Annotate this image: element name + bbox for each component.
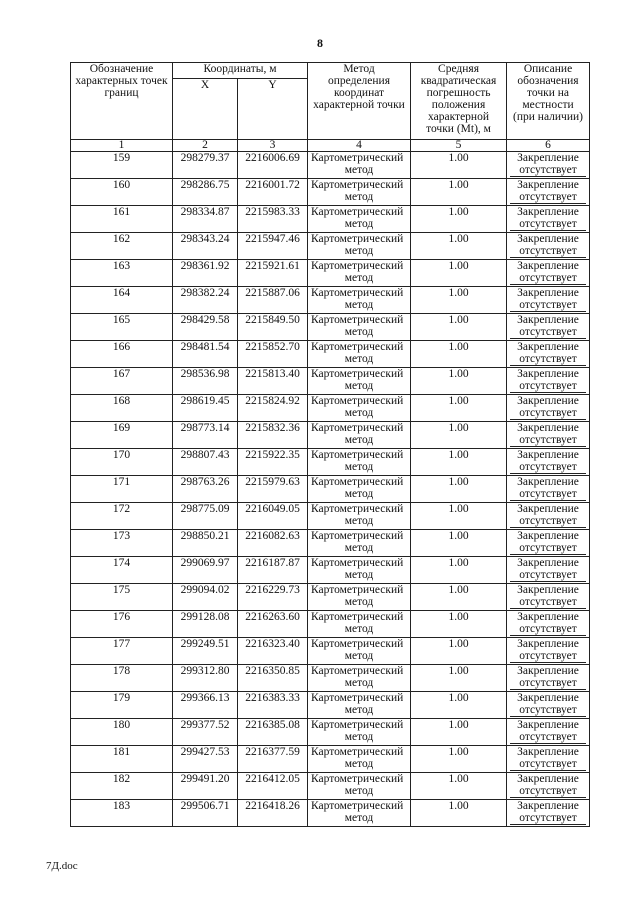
point-id: 167 xyxy=(71,368,173,395)
description-line-2: отсутствует xyxy=(510,353,586,366)
column-number: 2 xyxy=(173,140,238,152)
description-cell xyxy=(507,665,590,692)
coord-y: 2216377.59 xyxy=(238,746,308,773)
column-number: 1 xyxy=(71,140,173,152)
description-cell xyxy=(507,773,590,800)
coord-x: 298763.26 xyxy=(173,476,238,503)
description-line-1: Закрепление xyxy=(517,800,579,812)
mean-error: 1.00 xyxy=(411,692,507,719)
method-line-2: метод xyxy=(344,731,374,743)
mean-error: 1.00 xyxy=(411,773,507,800)
table-row xyxy=(71,152,590,179)
coord-y: 2215983.33 xyxy=(238,206,308,233)
coord-x: 299312.80 xyxy=(173,665,238,692)
description-line-2: отсутствует xyxy=(510,758,586,771)
mean-error: 1.00 xyxy=(411,800,507,827)
coord-y: 2216187.87 xyxy=(238,557,308,584)
mean-error: 1.00 xyxy=(411,179,507,206)
coord-y: 2216350.85 xyxy=(238,665,308,692)
table-row xyxy=(71,287,590,314)
method-line-2: метод xyxy=(344,542,374,554)
description-cell xyxy=(507,611,590,638)
method-line-2: метод xyxy=(344,461,374,473)
coord-x: 298343.24 xyxy=(173,233,238,260)
description-line-1: Закрепление xyxy=(517,665,579,677)
description-line-1: Закрепление xyxy=(517,233,579,245)
description-line-1: Закрепление xyxy=(517,449,579,461)
description-line-2: отсутствует xyxy=(510,596,586,609)
point-id: 179 xyxy=(71,692,173,719)
table-row xyxy=(71,449,590,476)
method-line-2: метод xyxy=(344,650,374,662)
point-id: 161 xyxy=(71,206,173,233)
coord-x: 298382.24 xyxy=(173,287,238,314)
description-line-1: Закрепление xyxy=(517,395,579,407)
point-id: 162 xyxy=(71,233,173,260)
coord-y: 2215979.63 xyxy=(238,476,308,503)
description-line-1: Закрепление xyxy=(517,746,579,758)
table-row xyxy=(71,422,590,449)
method-cell xyxy=(308,665,411,692)
table-row xyxy=(71,530,590,557)
header-description: Описание обозначения точки на местности (при наличии) xyxy=(507,63,590,140)
point-id: 181 xyxy=(71,746,173,773)
method-cell xyxy=(308,341,411,368)
coord-x: 299249.51 xyxy=(173,638,238,665)
description-line-2: отсутствует xyxy=(510,677,586,690)
method-cell xyxy=(308,773,411,800)
method-line-1: Картометрический xyxy=(311,530,404,542)
point-id: 159 xyxy=(71,152,173,179)
coord-x: 298773.14 xyxy=(173,422,238,449)
description-line-1: Закрепление xyxy=(517,260,579,272)
coord-y: 2215922.35 xyxy=(238,449,308,476)
description-line-1: Закрепление xyxy=(517,530,579,542)
description-cell xyxy=(507,746,590,773)
point-id: 164 xyxy=(71,287,173,314)
column-number: 3 xyxy=(238,140,308,152)
description-line-1: Закрепление xyxy=(517,341,579,353)
description-line-1: Закрепление xyxy=(517,557,579,569)
method-line-2: метод xyxy=(344,677,374,689)
coord-y: 2215887.06 xyxy=(238,287,308,314)
coord-x: 299366.13 xyxy=(173,692,238,719)
method-line-1: Картометрический xyxy=(311,314,404,326)
description-line-2: отсутствует xyxy=(510,218,586,231)
header-y: Y xyxy=(238,79,308,140)
method-cell xyxy=(308,557,411,584)
description-line-1: Закрепление xyxy=(517,503,579,515)
point-id: 180 xyxy=(71,719,173,746)
description-line-1: Закрепление xyxy=(517,314,579,326)
description-line-2: отсутствует xyxy=(510,245,586,258)
mean-error: 1.00 xyxy=(411,719,507,746)
description-line-2: отсутствует xyxy=(510,542,586,555)
point-id: 170 xyxy=(71,449,173,476)
coord-x: 298334.87 xyxy=(173,206,238,233)
coord-y: 2216412.05 xyxy=(238,773,308,800)
method-line-2: метод xyxy=(344,245,374,257)
coord-y: 2215849.50 xyxy=(238,314,308,341)
mean-error: 1.00 xyxy=(411,476,507,503)
coord-x: 299128.08 xyxy=(173,611,238,638)
description-cell xyxy=(507,395,590,422)
method-line-1: Картометрический xyxy=(311,449,404,461)
description-cell xyxy=(507,368,590,395)
description-line-1: Закрепление xyxy=(517,287,579,299)
column-numbers-row xyxy=(71,140,590,152)
method-line-1: Картометрический xyxy=(311,206,404,218)
point-id: 182 xyxy=(71,773,173,800)
description-line-2: отсутствует xyxy=(510,407,586,420)
description-cell xyxy=(507,314,590,341)
method-cell xyxy=(308,800,411,827)
header-x: X xyxy=(173,79,238,140)
method-line-2: метод xyxy=(344,164,374,176)
description-line-2: отсутствует xyxy=(510,731,586,744)
mean-error: 1.00 xyxy=(411,395,507,422)
table-row xyxy=(71,584,590,611)
page-number: 8 xyxy=(317,36,323,50)
description-line-1: Закрепление xyxy=(517,206,579,218)
point-id: 183 xyxy=(71,800,173,827)
table-row xyxy=(71,665,590,692)
method-line-1: Картометрический xyxy=(311,395,404,407)
description-cell xyxy=(507,503,590,530)
description-line-2: отсутствует xyxy=(510,812,586,825)
description-line-2: отсутствует xyxy=(510,380,586,393)
table-row xyxy=(71,314,590,341)
table-row xyxy=(71,746,590,773)
method-line-1: Картометрический xyxy=(311,611,404,623)
column-number: 4 xyxy=(308,140,411,152)
table-row xyxy=(71,206,590,233)
method-cell xyxy=(308,503,411,530)
method-cell xyxy=(308,152,411,179)
coord-x: 298286.75 xyxy=(173,179,238,206)
coord-x: 298279.37 xyxy=(173,152,238,179)
coord-y: 2216001.72 xyxy=(238,179,308,206)
method-line-1: Картометрический xyxy=(311,503,404,515)
description-cell xyxy=(507,530,590,557)
table-row xyxy=(71,719,590,746)
description-cell xyxy=(507,179,590,206)
mean-error: 1.00 xyxy=(411,422,507,449)
description-cell xyxy=(507,638,590,665)
point-id: 174 xyxy=(71,557,173,584)
mean-error: 1.00 xyxy=(411,287,507,314)
description-cell xyxy=(507,692,590,719)
method-cell xyxy=(308,611,411,638)
method-cell xyxy=(308,314,411,341)
method-cell xyxy=(308,179,411,206)
description-line-2: отсутствует xyxy=(510,650,586,663)
method-line-1: Картометрический xyxy=(311,665,404,677)
method-line-2: метод xyxy=(344,299,374,311)
method-cell xyxy=(308,422,411,449)
mean-error: 1.00 xyxy=(411,260,507,287)
method-line-2: метод xyxy=(344,785,374,797)
method-line-2: метод xyxy=(344,623,374,635)
table-row xyxy=(71,503,590,530)
coord-y: 2216323.40 xyxy=(238,638,308,665)
method-line-1: Картометрический xyxy=(311,773,404,785)
coord-y: 2215832.36 xyxy=(238,422,308,449)
coordinates-table xyxy=(70,62,590,827)
mean-error: 1.00 xyxy=(411,233,507,260)
method-line-2: метод xyxy=(344,812,374,824)
method-line-2: метод xyxy=(344,272,374,284)
method-line-1: Картометрический xyxy=(311,692,404,704)
method-line-2: метод xyxy=(344,434,374,446)
table-body xyxy=(71,152,590,827)
point-id: 177 xyxy=(71,638,173,665)
coord-x: 298850.21 xyxy=(173,530,238,557)
mean-error: 1.00 xyxy=(411,152,507,179)
description-cell xyxy=(507,422,590,449)
method-line-2: метод xyxy=(344,488,374,500)
coord-x: 298429.58 xyxy=(173,314,238,341)
description-cell xyxy=(507,341,590,368)
table-row xyxy=(71,638,590,665)
coord-y: 2215813.40 xyxy=(238,368,308,395)
mean-error: 1.00 xyxy=(411,368,507,395)
mean-error: 1.00 xyxy=(411,530,507,557)
point-id: 165 xyxy=(71,314,173,341)
table-row xyxy=(71,800,590,827)
method-line-2: метод xyxy=(344,596,374,608)
description-cell xyxy=(507,719,590,746)
table-row xyxy=(71,692,590,719)
description-cell xyxy=(507,449,590,476)
description-line-2: отсутствует xyxy=(510,434,586,447)
method-line-2: метод xyxy=(344,704,374,716)
method-cell xyxy=(308,692,411,719)
method-line-2: метод xyxy=(344,326,374,338)
mean-error: 1.00 xyxy=(411,206,507,233)
coord-x: 298619.45 xyxy=(173,395,238,422)
table-row xyxy=(71,368,590,395)
description-line-1: Закрепление xyxy=(517,152,579,164)
coord-x: 299094.02 xyxy=(173,584,238,611)
description-cell xyxy=(507,287,590,314)
description-cell xyxy=(507,233,590,260)
point-id: 171 xyxy=(71,476,173,503)
method-line-1: Картометрический xyxy=(311,476,404,488)
description-line-2: отсутствует xyxy=(510,623,586,636)
point-id: 172 xyxy=(71,503,173,530)
method-line-2: метод xyxy=(344,758,374,770)
coord-x: 299506.71 xyxy=(173,800,238,827)
coord-y: 2216383.33 xyxy=(238,692,308,719)
mean-error: 1.00 xyxy=(411,584,507,611)
method-cell xyxy=(308,719,411,746)
description-line-2: отсутствует xyxy=(510,488,586,501)
description-line-1: Закрепление xyxy=(517,773,579,785)
description-line-1: Закрепление xyxy=(517,692,579,704)
method-cell xyxy=(308,287,411,314)
description-line-1: Закрепление xyxy=(517,476,579,488)
coord-x: 299377.52 xyxy=(173,719,238,746)
point-id: 166 xyxy=(71,341,173,368)
coord-y: 2216082.63 xyxy=(238,530,308,557)
method-line-1: Картометрический xyxy=(311,368,404,380)
mean-error: 1.00 xyxy=(411,611,507,638)
method-line-2: метод xyxy=(344,353,374,365)
coord-x: 299069.97 xyxy=(173,557,238,584)
table-row xyxy=(71,233,590,260)
coord-y: 2215947.46 xyxy=(238,233,308,260)
footer-filename: 7Д.doc xyxy=(46,860,78,872)
description-cell xyxy=(507,260,590,287)
point-id: 175 xyxy=(71,584,173,611)
description-line-1: Закрепление xyxy=(517,179,579,191)
method-line-1: Картометрический xyxy=(311,746,404,758)
mean-error: 1.00 xyxy=(411,638,507,665)
description-cell xyxy=(507,584,590,611)
method-line-1: Картометрический xyxy=(311,557,404,569)
method-line-2: метод xyxy=(344,191,374,203)
description-line-2: отсутствует xyxy=(510,191,586,204)
header-mean-error: Средняя квадратическая погрешность положения характерной точки (Mt), м xyxy=(411,63,507,140)
method-line-1: Картометрический xyxy=(311,584,404,596)
header-point-designation: Обозначение характерных точек границ xyxy=(71,63,173,140)
table-row xyxy=(71,611,590,638)
coord-y: 2216418.26 xyxy=(238,800,308,827)
header-coordinates: Координаты, м xyxy=(173,63,308,79)
method-line-1: Картометрический xyxy=(311,800,404,812)
coord-y: 2216385.08 xyxy=(238,719,308,746)
description-line-2: отсутствует xyxy=(510,515,586,528)
coord-x: 299427.53 xyxy=(173,746,238,773)
table-row xyxy=(71,476,590,503)
method-cell xyxy=(308,395,411,422)
description-line-2: отсутствует xyxy=(510,569,586,582)
header-method: Метод определения координат характерной точки xyxy=(308,63,411,140)
description-cell xyxy=(507,476,590,503)
description-line-2: отсутствует xyxy=(510,326,586,339)
method-line-1: Картометрический xyxy=(311,638,404,650)
mean-error: 1.00 xyxy=(411,557,507,584)
point-id: 173 xyxy=(71,530,173,557)
point-id: 178 xyxy=(71,665,173,692)
table-row xyxy=(71,179,590,206)
header-row xyxy=(71,63,590,79)
method-cell xyxy=(308,368,411,395)
method-line-1: Картометрический xyxy=(311,152,404,164)
method-line-1: Картометрический xyxy=(311,233,404,245)
method-cell xyxy=(308,233,411,260)
mean-error: 1.00 xyxy=(411,503,507,530)
method-line-2: метод xyxy=(344,380,374,392)
description-cell xyxy=(507,800,590,827)
description-cell xyxy=(507,557,590,584)
coord-y: 2215921.61 xyxy=(238,260,308,287)
method-line-1: Картометрический xyxy=(311,287,404,299)
mean-error: 1.00 xyxy=(411,341,507,368)
table-row xyxy=(71,395,590,422)
method-cell xyxy=(308,530,411,557)
method-line-2: метод xyxy=(344,407,374,419)
coord-y: 2215852.70 xyxy=(238,341,308,368)
column-number: 5 xyxy=(411,140,507,152)
description-cell xyxy=(507,152,590,179)
coord-y: 2215824.92 xyxy=(238,395,308,422)
method-line-1: Картометрический xyxy=(311,179,404,191)
description-line-2: отсутствует xyxy=(510,299,586,312)
mean-error: 1.00 xyxy=(411,314,507,341)
description-line-1: Закрепление xyxy=(517,638,579,650)
method-line-2: метод xyxy=(344,515,374,527)
method-cell xyxy=(308,449,411,476)
mean-error: 1.00 xyxy=(411,665,507,692)
table-row xyxy=(71,341,590,368)
description-line-2: отсутствует xyxy=(510,461,586,474)
coord-y: 2216229.73 xyxy=(238,584,308,611)
method-line-1: Картометрический xyxy=(311,341,404,353)
mean-error: 1.00 xyxy=(411,746,507,773)
method-line-2: метод xyxy=(344,218,374,230)
coord-y: 2216049.05 xyxy=(238,503,308,530)
method-cell xyxy=(308,746,411,773)
coord-x: 298481.54 xyxy=(173,341,238,368)
column-number: 6 xyxy=(507,140,590,152)
method-cell xyxy=(308,260,411,287)
table-row xyxy=(71,557,590,584)
description-line-1: Закрепление xyxy=(517,422,579,434)
point-id: 169 xyxy=(71,422,173,449)
coord-y: 2216263.60 xyxy=(238,611,308,638)
method-line-1: Картометрический xyxy=(311,719,404,731)
method-line-1: Картометрический xyxy=(311,260,404,272)
method-cell xyxy=(308,476,411,503)
description-line-1: Закрепление xyxy=(517,368,579,380)
method-line-2: метод xyxy=(344,569,374,581)
coord-y: 2216006.69 xyxy=(238,152,308,179)
description-line-2: отсутствует xyxy=(510,164,586,177)
point-id: 176 xyxy=(71,611,173,638)
method-cell xyxy=(308,584,411,611)
method-cell xyxy=(308,206,411,233)
description-line-1: Закрепление xyxy=(517,611,579,623)
description-line-1: Закрепление xyxy=(517,719,579,731)
mean-error: 1.00 xyxy=(411,449,507,476)
coord-x: 298775.09 xyxy=(173,503,238,530)
method-line-1: Картометрический xyxy=(311,422,404,434)
description-line-2: отсутствует xyxy=(510,272,586,285)
description-line-2: отсутствует xyxy=(510,704,586,717)
coord-x: 299491.20 xyxy=(173,773,238,800)
description-line-2: отсутствует xyxy=(510,785,586,798)
description-line-1: Закрепление xyxy=(517,584,579,596)
description-cell xyxy=(507,206,590,233)
method-cell xyxy=(308,638,411,665)
point-id: 160 xyxy=(71,179,173,206)
coord-x: 298807.43 xyxy=(173,449,238,476)
coord-x: 298361.92 xyxy=(173,260,238,287)
point-id: 168 xyxy=(71,395,173,422)
point-id: 163 xyxy=(71,260,173,287)
table-row xyxy=(71,260,590,287)
table-row xyxy=(71,773,590,800)
coord-x: 298536.98 xyxy=(173,368,238,395)
